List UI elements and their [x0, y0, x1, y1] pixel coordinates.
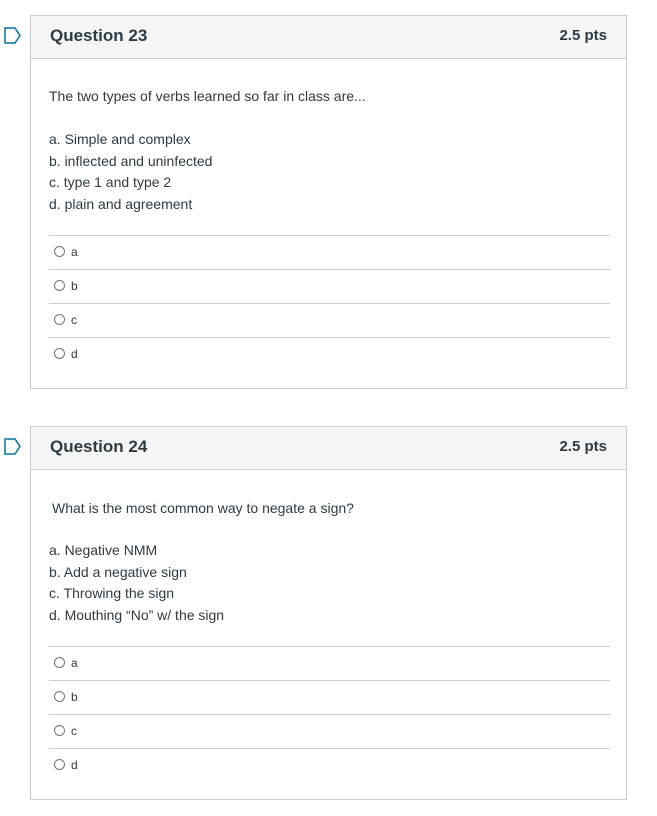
- question-points: 2.5 pts: [559, 438, 607, 455]
- choice-list: [49, 540, 224, 626]
- question-title: Question 23: [50, 26, 148, 45]
- answer-label: a: [71, 656, 78, 670]
- answer-option-b[interactable]: [49, 269, 610, 303]
- answer-option-a[interactable]: [49, 235, 610, 269]
- answer-label: a: [71, 245, 78, 259]
- answer-option-d[interactable]: [49, 748, 610, 782]
- choice-text: b. inflected and uninfected: [49, 152, 213, 169]
- answer-option-b[interactable]: [49, 680, 610, 714]
- question-header: [31, 16, 626, 59]
- answer-options: [49, 646, 610, 782]
- choice-list: [49, 129, 212, 215]
- choice-text: c. Throwing the sign: [49, 585, 175, 601]
- choice-text: a. Simple and complex: [49, 131, 191, 147]
- answer-label: d: [71, 758, 78, 772]
- question-23-card: [30, 15, 627, 389]
- question-24-card: [30, 426, 627, 800]
- radio-button-icon[interactable]: [54, 314, 65, 325]
- flag-question-icon[interactable]: [4, 438, 21, 455]
- radio-button-icon[interactable]: [54, 280, 65, 291]
- answer-option-a[interactable]: [49, 646, 610, 680]
- choice-text: d. plain and agreement: [49, 195, 193, 212]
- radio-button-icon[interactable]: [54, 657, 65, 668]
- radio-button-icon[interactable]: [54, 246, 65, 257]
- question-points: 2.5 pts: [559, 27, 607, 44]
- answer-label: b: [71, 690, 78, 704]
- radio-button-icon[interactable]: [54, 759, 65, 770]
- answer-label: b: [71, 279, 78, 293]
- question-prompt: What is the most common way to negate a sign?: [52, 500, 354, 516]
- answer-label: c: [71, 724, 77, 738]
- radio-button-icon[interactable]: [54, 725, 65, 736]
- choice-text: d. Mouthing “No” w/ the sign: [49, 606, 225, 623]
- radio-button-icon[interactable]: [54, 691, 65, 702]
- answer-label: c: [71, 313, 77, 327]
- answer-option-c[interactable]: [49, 714, 610, 748]
- answer-options: [49, 235, 610, 371]
- answer-option-d[interactable]: [49, 337, 610, 371]
- question-prompt: The two types of verbs learned so far in class are...: [49, 88, 366, 104]
- answer-label: d: [71, 347, 78, 361]
- choice-text: a. Negative NMM: [49, 542, 158, 558]
- flag-question-icon[interactable]: [4, 27, 21, 44]
- answer-option-c[interactable]: [49, 303, 610, 337]
- question-title: Question 24: [50, 437, 148, 456]
- question-header: [31, 427, 626, 470]
- choice-text: b. Add a negative sign: [49, 563, 187, 580]
- choice-text: c. type 1 and type 2: [49, 174, 172, 190]
- radio-button-icon[interactable]: [54, 348, 65, 359]
